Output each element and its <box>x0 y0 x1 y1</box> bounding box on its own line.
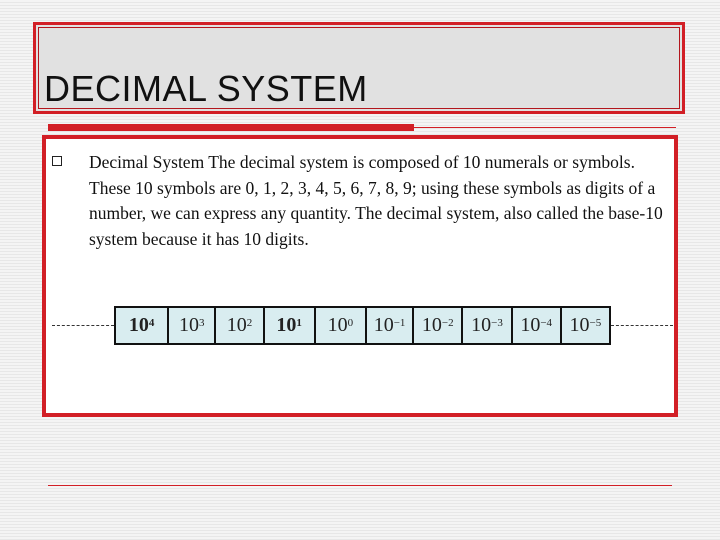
place-value-cell: 10 $^4$ <box>116 308 169 343</box>
place-value-cell: 10 $^{-2}$ <box>414 308 463 343</box>
place-value-cell: 10 $^{-1}$ <box>367 308 414 343</box>
place-value-cell: 10 $^2$ <box>216 308 264 343</box>
place-value-cell: 10 $^{-4}$ <box>513 308 562 343</box>
right-dashed-line <box>611 325 673 326</box>
place-value-table <box>114 306 611 345</box>
place-value-cell: 10 $^{-5}$ <box>569 314 602 336</box>
slide-title: DECIMAL SYSTEM <box>44 68 368 109</box>
left-dashed-line <box>52 325 114 326</box>
place-value-cell: 10 $^3$ <box>169 308 216 343</box>
place-value-cell: 10 $^0$ <box>316 308 367 343</box>
square-bullet-icon <box>52 156 62 166</box>
title-underline-thin <box>414 127 676 128</box>
footer-rule <box>48 485 672 486</box>
body-paragraph: Decimal System The decimal system is composed of 10 numerals or symbols. These 10 symbols are 0, 1, 2, 3, 4, 5, 6, 7, 8, 9; using these symbols as digits of a number, we can express any quantity. The decimal system, also called the base-10 system because it has 10 digits. <box>89 152 663 249</box>
title-underline <box>48 124 414 131</box>
place-value-cell: 10 $^1$ <box>265 308 316 343</box>
place-value-cell: 10 $^{-3}$ <box>463 308 512 343</box>
